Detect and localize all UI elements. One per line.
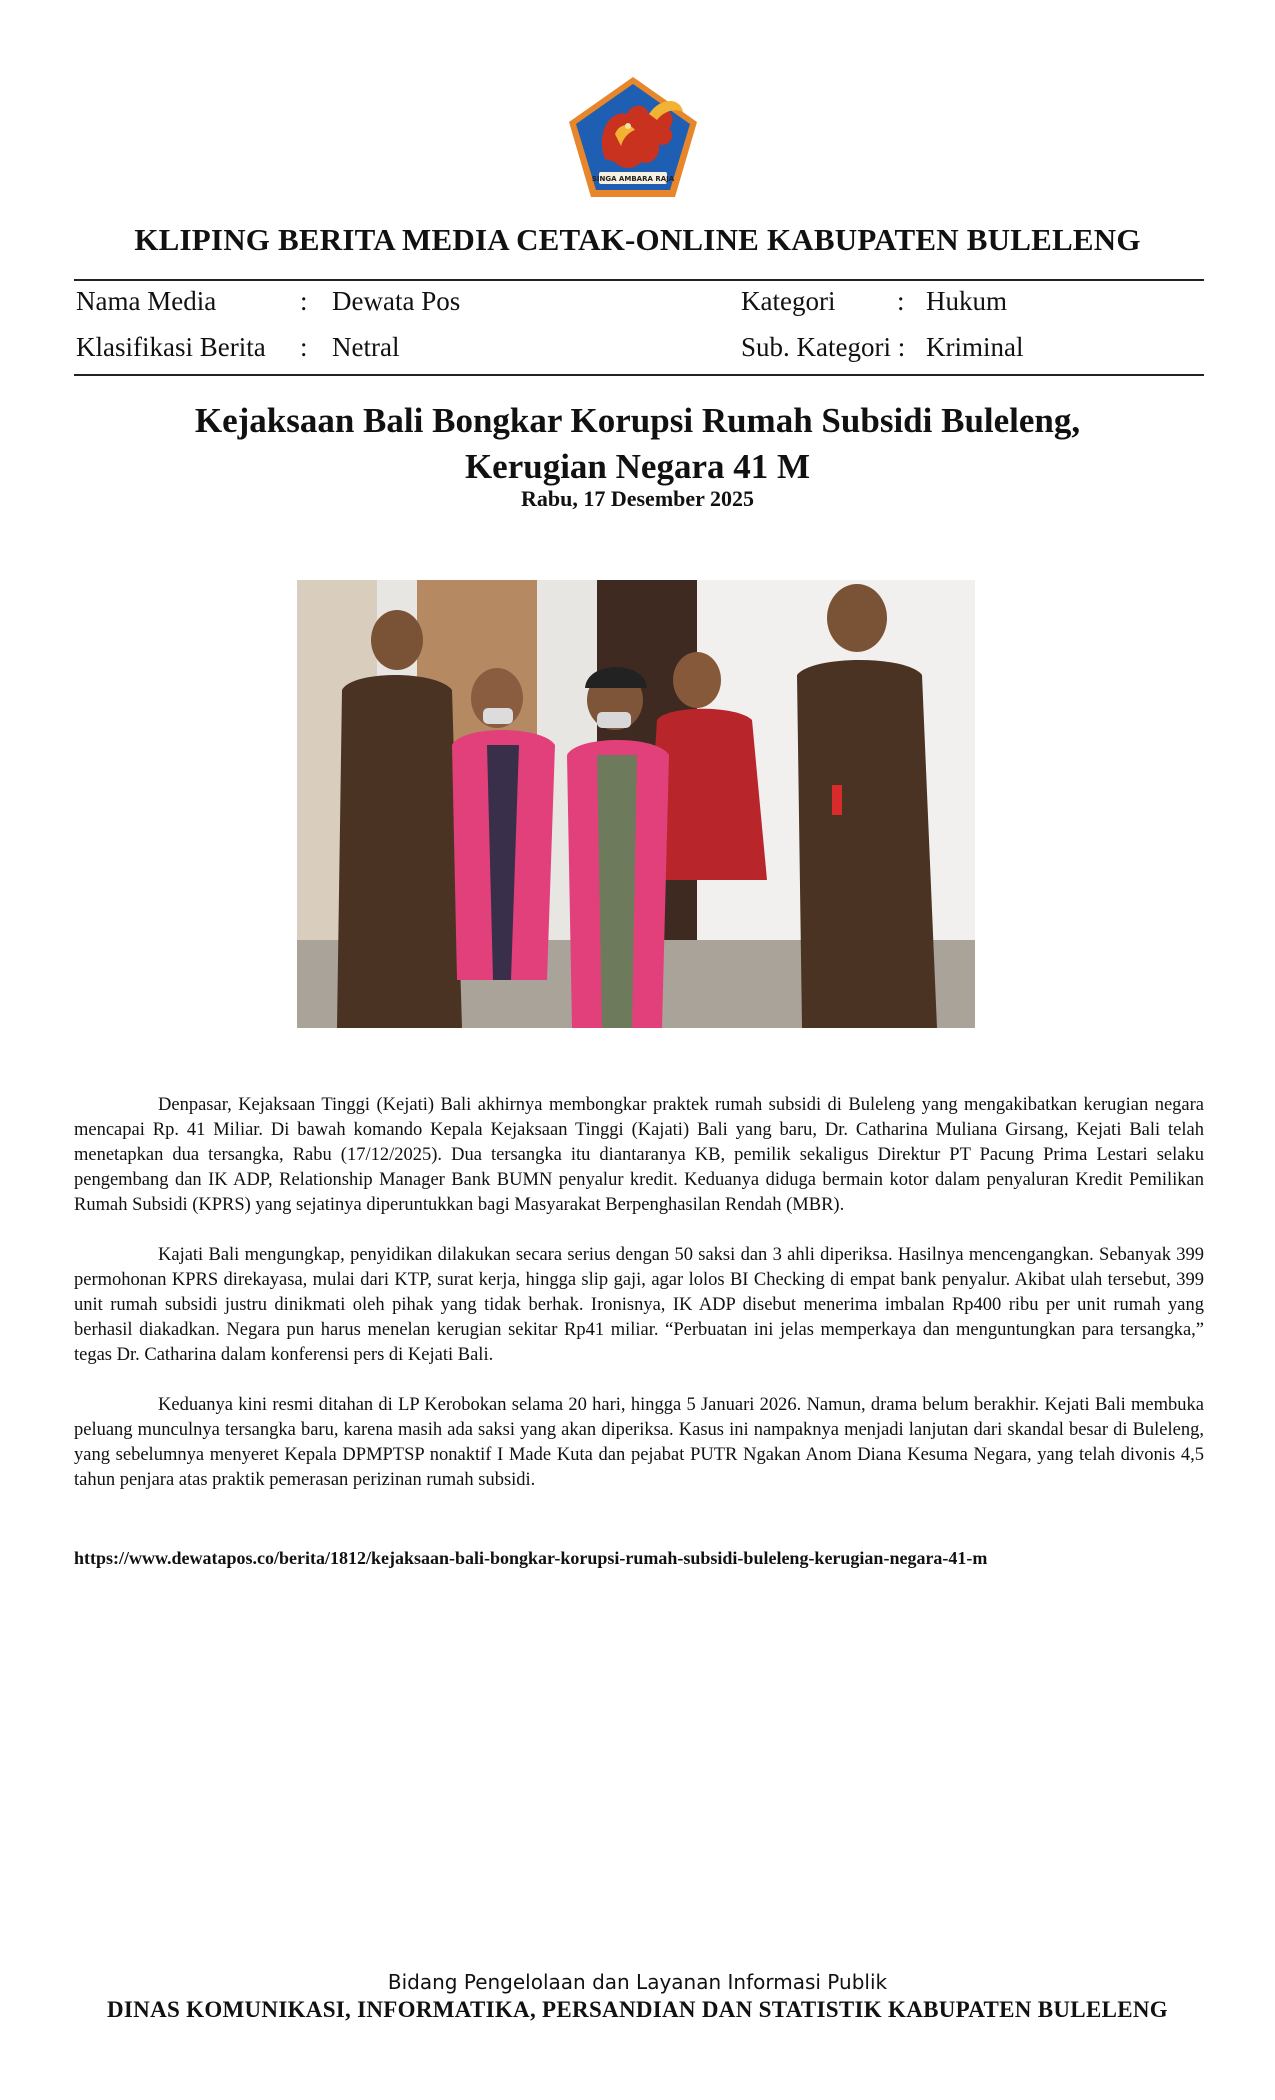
nama-media-separator: : — [300, 286, 308, 316]
footer-department: Bidang Pengelolaan dan Layanan Informasi Publik — [387, 1970, 888, 1994]
klasifikasi-separator: : — [300, 332, 308, 362]
kategori-label: Kategori — [741, 286, 836, 316]
headline-line-1: Kejaksaan Bali Bongkar Korupsi Rumah Subsidi Buleleng, — [194, 401, 1081, 440]
nama-media-value: Dewata Pos — [332, 286, 461, 316]
article-body — [74, 1093, 1204, 1518]
article-paragraph-1: Denpasar, Kejaksaan Tinggi (Kejati) Bali akhirnya membongkar praktek rumah subsidi di Buleleng yang mengakibatkan kerugian negara mencapai Rp. 41 Miliar. Di bawah komando Kepala Kejaksaan Tinggi (Kajati) Bali yang baru, Dr. Catharina Muliana Girsang, Kejati Bali telah menetapkan dua tersangka, Rabu (17/12/2025). Dua tersangka itu diantaranya KB, pemilik sekaligus Direktur PT Pacung Prima Lestari selaku pengembang dan IK ADP, Relationship Manager Bank BUMN penyalur kredit. Keduanya diduga bermain kotor dalam penyaluran Kredit Pemilikan Rumah Subsidi (KPRS) yang sejatinya diperuntukkan bagi Masyarakat Berpenghasilan Rendah (MBR). — [74, 1095, 1204, 1215]
article-paragraph-2: Kajati Bali mengungkap, penyidikan dilakukan secara serius dengan 50 saksi dan 3 ahli diperiksa. Hasilnya mencengangkan. Sebanyak 399 permohonan KPRS direkayasa, mulai dari KTP, surat kerja, hingga slip gaji, agar lolos BI Checking di empat bank penyalur. Akibat ulah tersebut, 399 unit rumah subsidi justru dinikmati oleh pihak yang tidak berhak. Ironisnya, IK ADP disebut menerima imbalan Rp400 ribu per unit rumah yang berhasil diakadkan. Negara pun harus menelan kerugian sekitar Rp41 miliar. “Perbuatan ini jelas memperkaya dan menguntungkan para tersangka,” tegas Dr. Catharina dalam konferensi pers di Kejati Bali. — [74, 1245, 1204, 1365]
nama-media-label: Nama Media — [76, 286, 217, 316]
article-headline — [0, 398, 1275, 490]
kategori-separator: : — [897, 286, 905, 316]
sub-kategori-value: Kriminal — [926, 332, 1024, 362]
news-photo — [297, 580, 975, 1028]
klasifikasi-value: Netral — [332, 332, 400, 362]
klasifikasi-label: Klasifikasi Berita — [76, 332, 266, 362]
kategori-value: Hukum — [926, 286, 1007, 316]
kliping-title: KLIPING BERITA MEDIA CETAK-ONLINE KABUPATEN BULELENG — [134, 222, 1141, 257]
headline-line-2: Kerugian Negara 41 M — [464, 447, 811, 486]
sub-kategori-label: Sub. Kategori : — [741, 332, 906, 362]
logo-motto: SINGA AMBARA RAJA — [591, 175, 675, 183]
article-date: Rabu, 17 Desember 2025 — [520, 486, 755, 511]
article-paragraph-3: Keduanya kini resmi ditahan di LP Kerobokan selama 20 hari, hingga 5 Januari 2026. Namun, drama belum berakhir. Kejati Bali membuka peluang munculnya tersangka baru, karena masih ada saksi yang akan diperiksa. Kasus ini nampaknya menjadi lanjutan dari skandal besar di Buleleng, yang sebelumnya menyeret Kepala DPMPTSP nonaktif I Made Kuta dan pejabat PUTR Ngakan Anom Diana Kesuma Negara, yang telah divonis 4,5 tahun penjara atas praktik pemerasan perizinan rumah subsidi. — [74, 1395, 1204, 1490]
buleleng-coat-of-arms-logo — [565, 74, 701, 200]
source-url-link[interactable]: https://www.dewatapos.co/berita/1812/kejaksaan-bali-bongkar-korupsi-rumah-subsidi-buleleng-kerugian-negara-41-m — [74, 1548, 988, 1568]
header-divider-bottom — [74, 374, 1204, 376]
header-divider-top — [74, 279, 1204, 281]
footer-agency: DINAS KOMUNIKASI, INFORMATIKA, PERSANDIAN DAN STATISTIK KABUPATEN BULELENG — [107, 1997, 1168, 2022]
